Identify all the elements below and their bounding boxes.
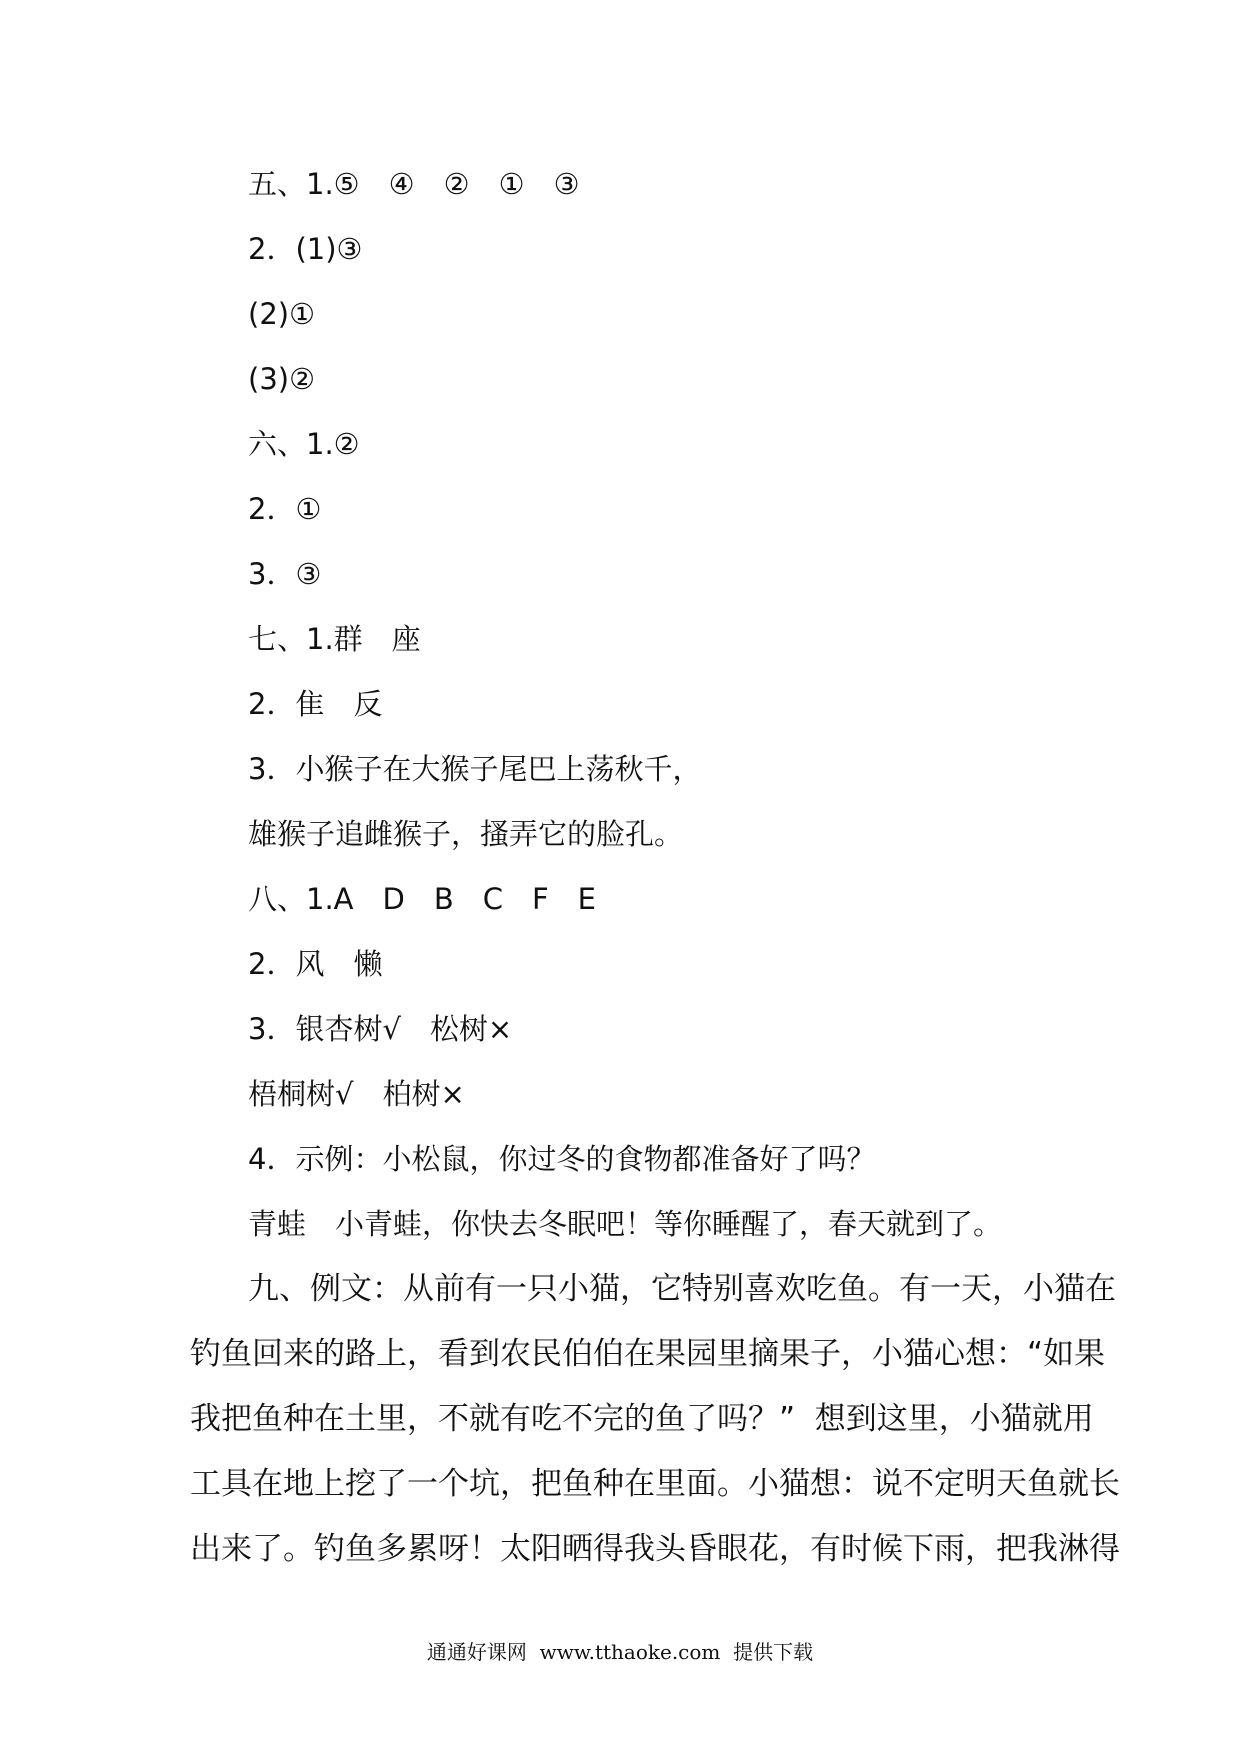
answer-line: 2．(1)③ [248,232,363,266]
answer-line: (2)① [248,297,316,331]
answer-line: 2．风 懒 [248,947,383,981]
answer-line: 2．① [248,492,322,526]
answer-line: (3)② [248,362,316,396]
essay-line: 九、例文：从前有一只小猫，它特别喜欢吃鱼。有一天，小猫在 [248,1271,1116,1307]
essay-line: 我把鱼种在土里，不就有吃不完的鱼了吗？” 想到这里，小猫就用 [190,1401,1094,1437]
answer-line: 2．隹 反 [248,687,383,721]
answer-line: 青蛙 小青蛙，你快去冬眠吧！等你睡醒了，春天就到了。 [248,1207,1003,1241]
essay-line: 出来了。钓鱼多累呀！太阳晒得我头昏眼花，有时候下雨，把我淋得 [190,1531,1120,1567]
answer-line: 八、1.A D B C F E [248,882,596,916]
essay-line: 工具在地上挖了一个坑，把鱼种在里面。小猫想：说不定明天鱼就长 [190,1466,1120,1502]
answer-line: 六、1.② [248,427,360,461]
answer-line: 3．③ [248,557,322,591]
answer-line: 五、1.⑤ ④ ② ① ③ [248,167,580,201]
answer-line: 雄猴子追雌猴子，搔弄它的脸孔。 [248,817,684,851]
essay-line: 钓鱼回来的路上，看到农民伯伯在果园里摘果子，小猫心想：“如果 [190,1336,1106,1372]
answer-line: 3．银杏树√ 松树× [248,1012,513,1046]
page-footer: 通通好课网 www.tthaoke.com 提供下载 [426,1640,814,1664]
essay-paragraph [190,1257,1120,1582]
answer-line: 七、1.群 座 [248,622,421,656]
answer-line: 3．小猴子在大猴子尾巴上荡秋千， [248,752,702,786]
answer-line: 4．示例：小松鼠，你过冬的食物都准备好了吗？ [248,1142,876,1176]
answer-line: 梧桐树√ 柏树× [248,1077,465,1111]
